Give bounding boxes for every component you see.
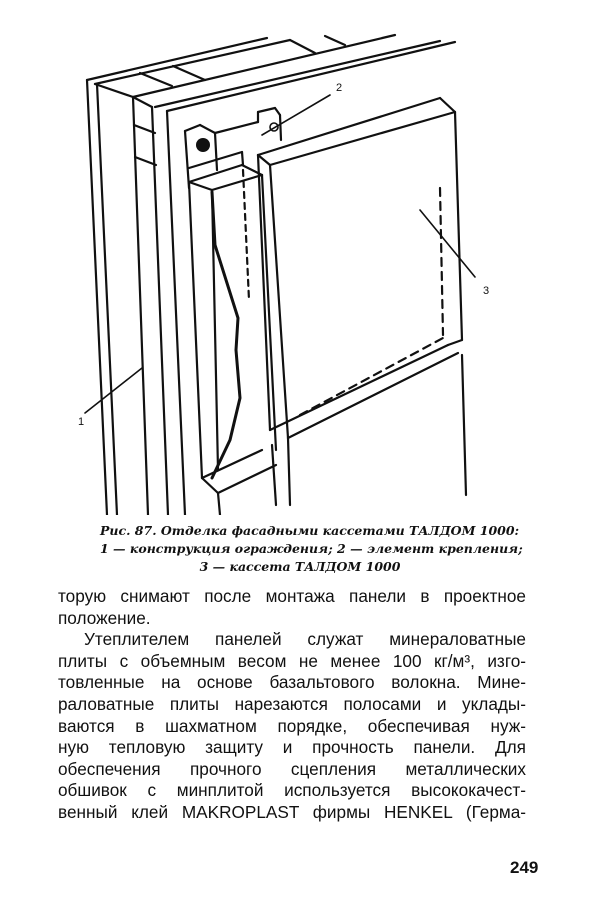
text-line: обшивок с минплитой используется высококачест- [58,780,526,801]
body-text [58,586,526,824]
caption-title: Рис. 87. Отделка фасадными кассетами ТАЛДОМ 1000: [100,523,520,538]
caption-legend-line: 3 — кассета ТАЛДОМ 1000 [199,559,401,574]
text-line: ваются в шахматном порядке, обеспечивая нуж- [58,715,526,736]
text-line: плиты с объемным весом не менее 100 кг/м³, изго- [58,650,526,671]
text-line: обеспечения прочного сцепления металлических [58,758,526,779]
text-line: раловатные плиты нарезаются полосами и уклады- [58,693,526,714]
text-line: торую снимают после монтажа панели в проектное [58,586,526,606]
paragraph-start-line: Утеплителем панелей служат минераловатные [84,629,526,650]
figure-label-3: 3 [483,285,490,297]
bolt-icon [196,138,210,152]
text-line: положение. [58,607,151,628]
caption-legend-line: 1 — конструкция ограждения; 2 — элемент крепления; [100,541,523,556]
figure-label-1: 1 [78,416,85,428]
figure-label-2: 2 [336,82,343,94]
text-line: венный клей MAKROPLAST фирмы HENKEL (Герма- [58,801,526,822]
page-number: 249 [510,858,539,877]
figure-caption [100,522,523,576]
text-line: товленные на основе базальтового волокна. Мине- [58,672,526,693]
text-line: ную тепловую защиту и прочность панели. Для [58,737,526,758]
